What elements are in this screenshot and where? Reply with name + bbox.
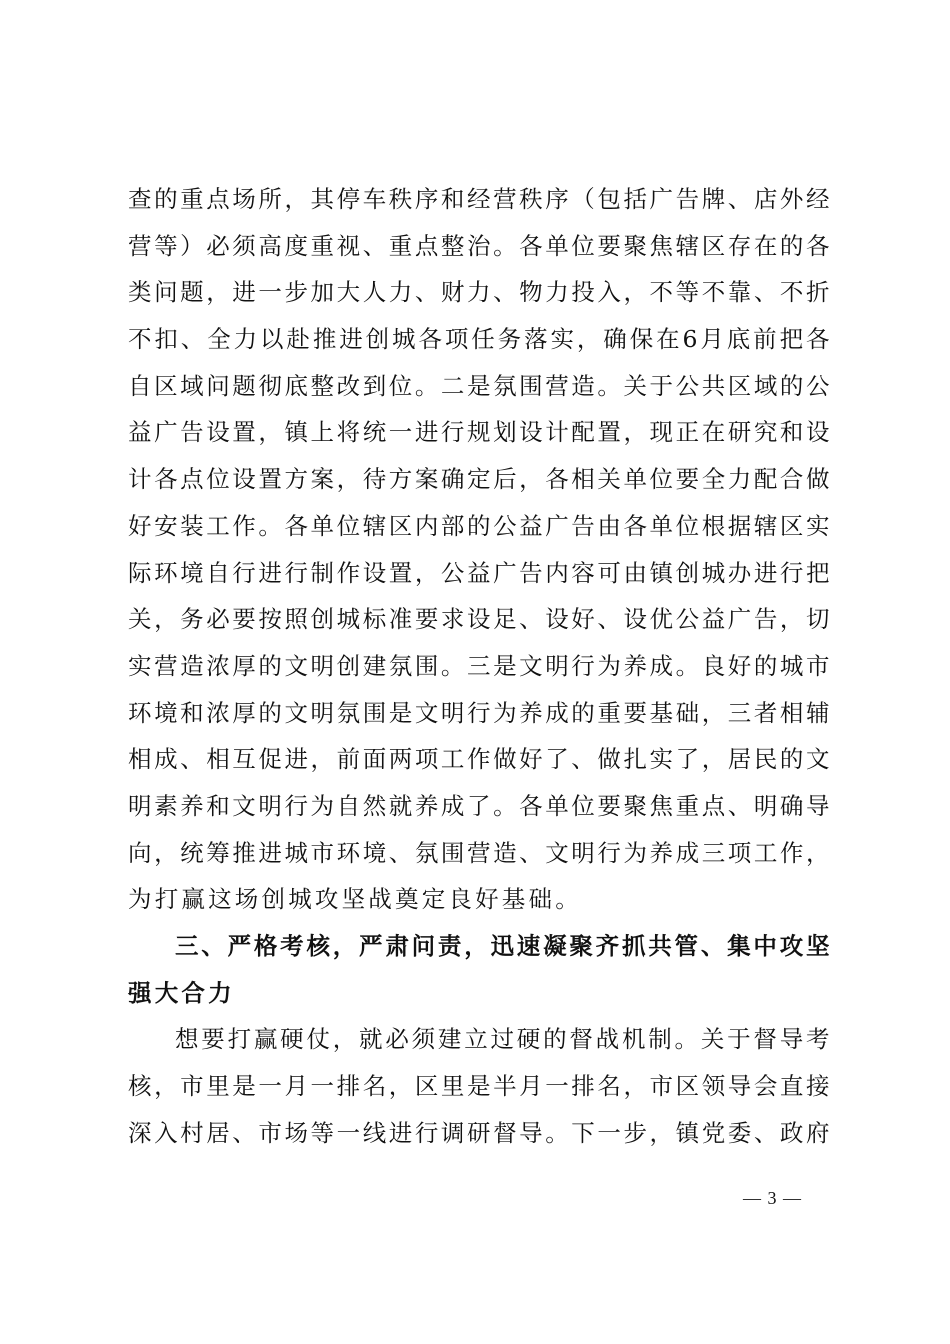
text-line: 相成、相互促进，前面两项工作做好了、做扎实了，居民的文 (128, 745, 830, 774)
text-line: 计各点位设置方案，待方案确定后，各相关单位要全力配合做 (128, 465, 830, 494)
text-line: 关，务必要按照创城标准要求设足、设好、设优公益广告，切 (128, 605, 830, 634)
text-line: 际环境自行进行制作设置，公益广告内容可由镇创城办进行把 (128, 558, 830, 587)
text-line: 环境和浓厚的文明氛围是文明行为养成的重要基础，三者相辅 (128, 698, 830, 727)
text-line: 查的重点场所，其停车秩序和经营秩序（包括广告牌、店外经 (128, 185, 830, 213)
text-line: 想要打赢硬仗，就必须建立过硬的督战机制。关于督导考 (175, 1025, 830, 1054)
heading-line: 强大合力 (128, 978, 235, 1007)
text-line: 明素养和文明行为自然就养成了。各单位要聚焦重点、明确导 (128, 791, 830, 820)
text-line: 核，市里是一月一排名，区里是半月一排名，市区领导会直接 (128, 1072, 830, 1101)
text-line: 不扣、全力以赴推进创城各项任务落实，确保在6月底前把各 (128, 325, 830, 354)
document-body (128, 176, 830, 1156)
text-line: 实营造浓厚的文明创建氛围。三是文明行为养成。良好的城市 (128, 651, 830, 680)
text-line: 好安装工作。各单位辖区内部的公益广告由各单位根据辖区实 (128, 511, 830, 540)
text-line: 益广告设置，镇上将统一进行规划设计配置，现正在研究和设 (128, 418, 830, 447)
paragraph (128, 1016, 830, 1156)
paragraph (128, 176, 830, 923)
page-number: — 3 — (743, 1188, 802, 1208)
text-line: 类问题，进一步加大人力、财力、物力投入，不等不靠、不折 (128, 278, 830, 307)
text-line: 向，统筹推进城市环境、氛围营造、文明行为养成三项工作， (128, 838, 830, 867)
section-heading (128, 923, 830, 1016)
heading-line: 三、严格考核，严肃问责，迅速凝聚齐抓共管、集中攻坚 (175, 932, 830, 960)
text-line: 自区域问题彻底整改到位。二是氛围营造。关于公共区域的公 (128, 371, 830, 400)
text-line: 为打赢这场创城攻坚战奠定良好基础。 (128, 885, 582, 914)
text-line: 深入村居、市场等一线进行调研督导。下一步，镇党委、政府 (128, 1118, 830, 1147)
text-line: 营等）必须高度重视、重点整治。各单位要聚焦辖区存在的各 (128, 231, 830, 260)
